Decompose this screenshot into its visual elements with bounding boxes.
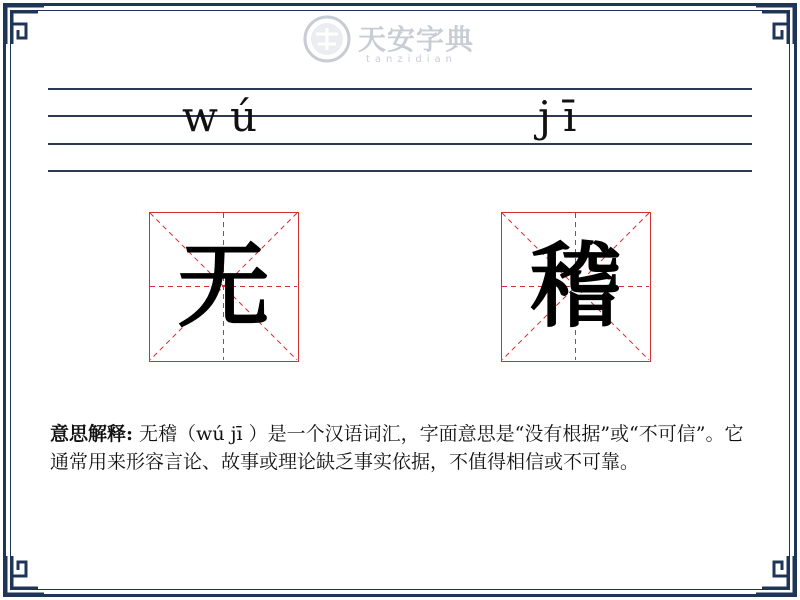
- character-box-2: [501, 212, 651, 362]
- pinyin-syllable-1: wú: [182, 92, 269, 141]
- corner-ornament-icon: [4, 4, 46, 46]
- staff-line: [48, 115, 752, 117]
- meaning-paragraph: [50, 420, 750, 476]
- staff-line: [48, 170, 752, 172]
- corner-ornament-icon: [754, 554, 796, 596]
- corner-ornament-icon: [754, 4, 796, 46]
- site-logo: [302, 14, 502, 70]
- staff-line: [48, 143, 752, 145]
- corner-ornament-icon: [4, 554, 46, 596]
- character-box-1: [149, 212, 299, 362]
- pinyin-staff: [48, 88, 752, 172]
- seal-logo-icon: [302, 14, 352, 64]
- logo-subtitle: tanzidian: [366, 54, 458, 65]
- pinyin-syllable-2: jī: [538, 92, 589, 141]
- character-2: 稽: [529, 232, 622, 340]
- meaning-label: 意思解释:: [50, 423, 134, 445]
- meaning-text: 无稽（wú jī ）是一个汉语词汇，字面意思是“没有根据”或“不可信”。它通常用来形容言论、故事或理论缺乏事实依据，不值得相信或不可靠。: [50, 423, 744, 473]
- character-1: 无: [177, 232, 270, 340]
- staff-line: [48, 88, 752, 90]
- logo-name: 天安字典: [358, 23, 475, 56]
